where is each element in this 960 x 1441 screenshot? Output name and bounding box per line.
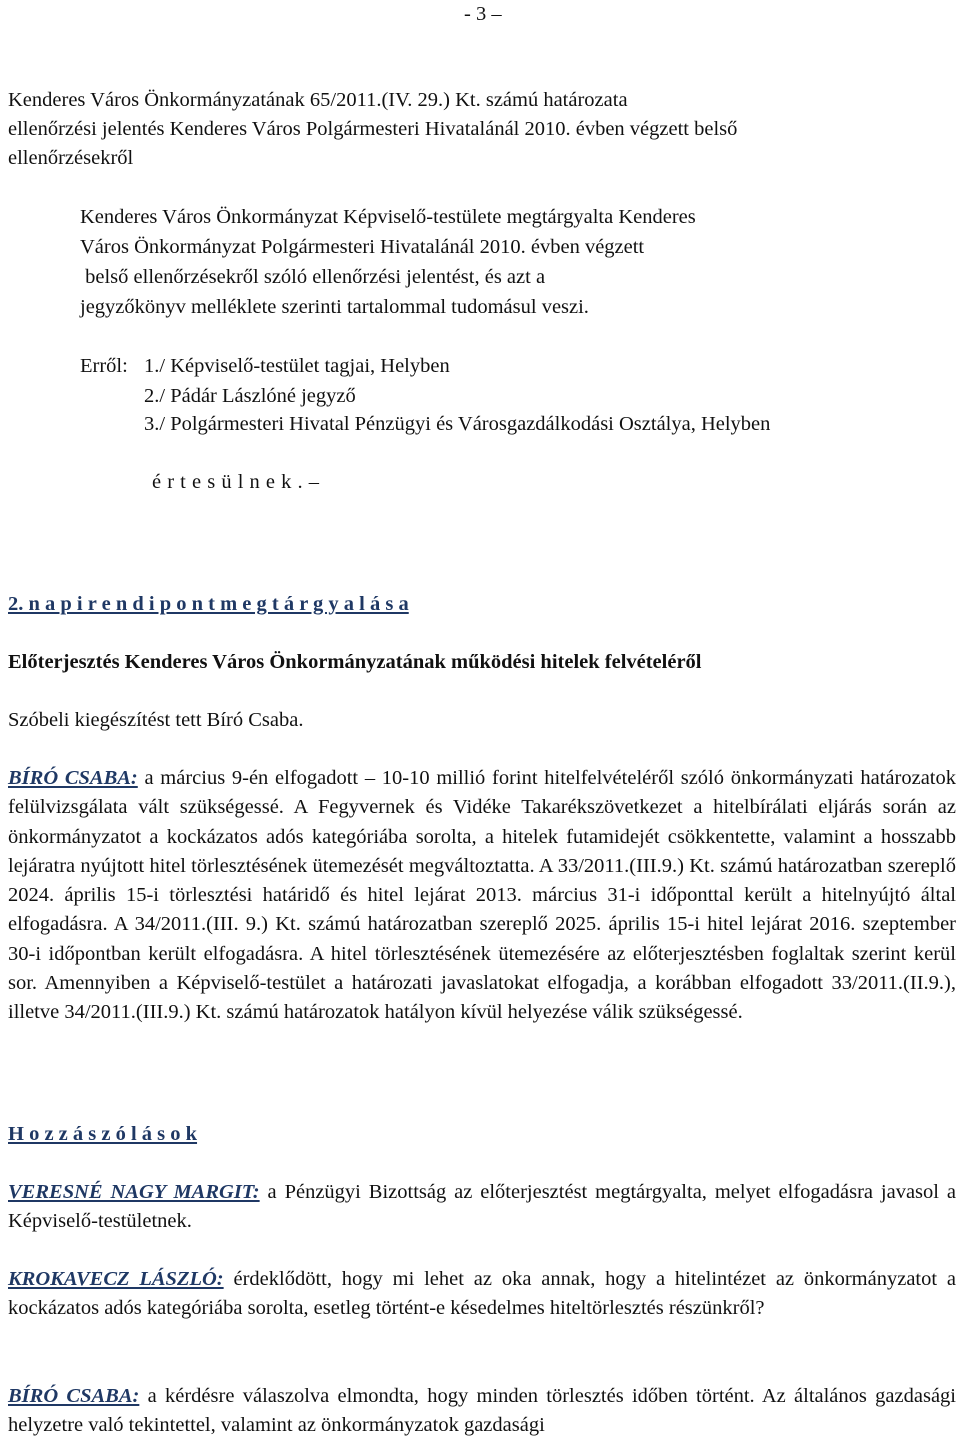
resolution-body-line-1: Kenderes Város Önkormányzat Képviselő-testülete megtárgyalta Kenderes [80, 206, 696, 228]
contribution-2 [8, 1265, 956, 1324]
recipient-3: 3./ Polgármesteri Hivatal Pénzügyi és Városgazdálkodási Osztálya, Helyben [144, 413, 771, 435]
oral-supplement-note: Szóbeli kiegészítést tett Bíró Csaba. [8, 709, 304, 731]
main-statement [8, 764, 956, 1028]
agenda-heading: 2. n a p i r e n d i p o n t m e g t á r g y a l á s a [8, 593, 409, 615]
notified-line: é r t e s ü l n e k . – [152, 471, 320, 493]
agenda-subject: Előterjesztés Kenderes Város Önkormányzatának működési hitelek felvételéről [8, 651, 702, 673]
resolution-body-line-4: jegyzőkönyv melléklete szerinti tartalommal tudomásul veszi. [80, 296, 589, 318]
contribution-text: a kérdésre válaszolva elmondta, hogy minden törlesztés időben történt. Az általános gazdasági helyzetre való tekintettel, valamint az önkormányzatok gazdasági [8, 1385, 956, 1437]
recipient-2: 2./ Pádár Lászlóné jegyző [144, 385, 356, 407]
speaker-name: BÍRÓ CSABA: [8, 767, 138, 789]
speaker-name: BÍRÓ CSABA: [8, 1385, 140, 1407]
contributions-heading: H o z z á s z ó l á s o k [8, 1123, 198, 1145]
resolution-title-line-1: Kenderes Város Önkormányzatának 65/2011.(IV. 29.) Kt. számú határozata [8, 89, 628, 111]
speaker-name: KROKAVECZ LÁSZLÓ: [8, 1268, 224, 1290]
contribution-text: érdeklődött, hogy mi lehet az oka annak, hogy a hitelintézet az önkormányzatot a kockázatos adós kategóriába sorolta, esetleg történt-e késedelmes hiteltörlesztés részünkről? [8, 1268, 957, 1320]
contribution-text: a Pénzügyi Bizottság az előterjesztést megtárgyalta, melyet elfogadásra javasol a Képviselő-testületnek. [8, 1181, 956, 1233]
errol-label: Erről: [80, 355, 128, 377]
contribution-1 [8, 1178, 956, 1237]
speaker-name: VERESNÉ NAGY MARGIT: [8, 1181, 260, 1203]
page-number: - 3 – [464, 3, 502, 25]
resolution-title-line-2: ellenőrzési jelentés Kenderes Város Polgármesteri Hivatalánál 2010. évben végzett belső [8, 118, 738, 140]
statement-text: a március 9-én elfogadott – 10-10 millió forint hitelfelvételéről szóló önkormányzati határozatok felülvizsgálata vált szükségessé. A Fegyvernek és Vidéke Takarékszövetkezet a hitelbírálati eljárás során az önkormányzatot a kockázatos adós kategóriába sorolta, a hitelek futamidejét csökkentette, valamint a hosszabb lejáratra nyújtott hitel törlesztésének ütemezését megváltoztatta. A 33/2011.(III.9.) Kt. számú határozatban szereplő 2024. április 15-i törlesztési határidő és hitel lejárat 2013. március 31-i időponttal került a hitelnyújtó által elfogadásra. A 34/2011.(III. 9.) Kt. számú határozatban szereplő 2025. április 15-i hitel lejárat 2016. szeptember 30-i időpontban került elfogadásra. A hitel törlesztésének ütemezésére az előterjesztésben foglaltak szerint kerül sor. Amennyiben a Képviselő-testület a határozati javaslatokat elfogadja, a korábban elfogadott 33/2011.(II.9.), illetve 34/2011.(III.9.) Kt. számú határozatok hatályon kívül helyezése válik szükségessé. [8, 767, 956, 1024]
resolution-body-line-2: Város Önkormányzat Polgármesteri Hivatalánál 2010. évben végzett [80, 236, 645, 258]
resolution-title-line-3: ellenőrzésekről [8, 147, 134, 169]
recipient-1: 1./ Képviselő-testület tagjai, Helyben [144, 355, 450, 377]
resolution-body-line-3: belső ellenőrzésekről szóló ellenőrzési jelentést, és azt a [80, 266, 546, 288]
contribution-3 [8, 1382, 956, 1441]
